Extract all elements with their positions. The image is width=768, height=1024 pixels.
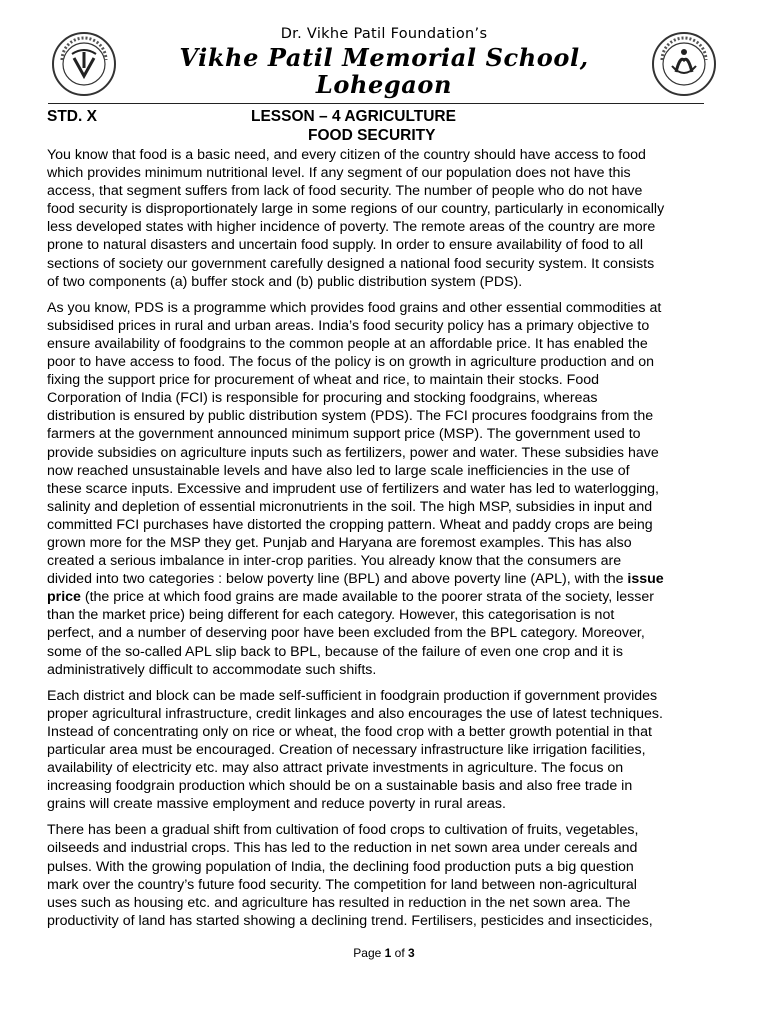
text-line: pulses. With the growing population of India, the declining food production puts a big question [47, 858, 634, 875]
text-line: particular area must be encouraged. Creation of necessary infrastructure like irrigation facilities, [47, 742, 646, 758]
text-line: grains will create massive employment and reduce poverty in rural areas. [47, 796, 506, 813]
text-line: prone to natural disasters and uncertain food supply. In order to ensure availability of food to all [47, 237, 643, 254]
school-name-line2: Lohegaon [315, 70, 453, 99]
of-label: of [394, 946, 405, 960]
text-line: these scarce inputs. Excessive and imprudent use of fertilizers and water has led to waterlogging, [47, 480, 659, 497]
page-total: 3 [408, 946, 415, 960]
text-line: Instead of concentrating only on rice or wheat, the food crop with a better growth potential in that [47, 723, 652, 740]
text-line: Each district and block can be made self-sufficient in foodgrain production if government provides [47, 687, 658, 704]
text-line: distribution is ensured by public distribution system (PDS). The FCI procures foodgrains from the [47, 408, 654, 425]
header-divider [48, 103, 704, 104]
text-line [47, 588, 727, 606]
page-label: Page [353, 946, 382, 960]
page-current: 1 [384, 946, 392, 960]
text-run: divided into two categories : below poverty line (BPL) and above poverty line (APL), with the [47, 571, 628, 588]
text-line: proper agricultural infrastructure, credit linkages and also encourages the use of latest techniques. [47, 705, 663, 722]
text-line: increasing foodgrain production which should be on a sustainable basis and also free trade in [47, 778, 633, 795]
text-line: perfect, and a number of deserving poor have been excluded from the BPL category. Moreover, [47, 625, 645, 642]
paragraph-4 [47, 821, 727, 930]
text-line: productivity of land has started showing a declining trend. Fertilisers, pesticides and insecticides, [47, 912, 653, 929]
text-line [47, 570, 727, 588]
text-line: now reached unsustainable levels and have also led to large scale inefficiencies in the use of [47, 462, 630, 479]
text-line: oilseeds and industrial crops. This has led to the reduction in net sown area under cereals and [47, 840, 638, 857]
school-name-line1: Vikhe Patil Memorial School, [179, 43, 589, 72]
lesson-title: LESSON – 4 AGRICULTURE [251, 108, 456, 125]
text-run: (the price at which food grains are made available to the poorer strata of the society, lesser [80, 589, 654, 606]
text-line: You know that food is a basic need, and every citizen of the country should have access to food [47, 147, 646, 163]
paragraph-1 [47, 146, 727, 291]
text-line: ensure availability of foodgrains to the common people at an affordable price. It has enabled the [47, 335, 648, 352]
school-seal-icon [650, 30, 718, 98]
page-number [0, 946, 768, 960]
text-line: There has been a gradual shift from cultivation of food crops to cultivation of fruits, vegetables, [47, 822, 639, 839]
text-line: than the market price) being different for each category. However, this categorisation is not [47, 607, 615, 624]
text-line: of two components (a) buffer stock and (b) public distribution system (PDS). [47, 273, 523, 290]
paragraph-3 [47, 687, 727, 814]
issue-price-term: price [47, 589, 81, 606]
text-line: fixing the support price for procurement of wheat and rice, to maintain their stocks. Food [47, 372, 600, 389]
text-line: grown more for the MSP they get. Punjab and Haryana are foremost examples. This has also [47, 534, 632, 551]
text-line: As you know, PDS is a programme which provides food grains and other essential commodities at [47, 299, 662, 316]
text-line: food security is disproportionately large in some regions of our country, particularly in economically [47, 201, 665, 218]
text-line: access, that segment suffers from lack of food security. The number of people who do not have [47, 183, 643, 200]
document-body [47, 146, 727, 938]
issue-price-term: issue [627, 571, 664, 588]
letterhead [40, 22, 728, 104]
foundation-name: Dr. Vikhe Patil Foundation’s [280, 26, 488, 42]
text-line: some of the so-called APL slip back to BPL, because of the failure of even one crop and it is [47, 643, 623, 660]
text-line: created a serious imbalance in inter-crop parities. You already know that the consumers are [47, 553, 622, 570]
text-line: subsidised prices in rural and urban areas. India’s food security policy has a primary objective to [47, 317, 650, 334]
text-line: salinity and depletion of essential micronutrients in the soil. The high MSP, subsidies in input and [47, 498, 653, 515]
standard-label: STD. X [47, 108, 97, 125]
text-line: mark over the country’s future food security. The competition for land between non-agricultural [47, 876, 637, 893]
school-name [40, 44, 728, 98]
text-line: uses such as housing etc. and agriculture has resulted in reduction in the net sown area. The [47, 894, 631, 911]
text-line: less developed states with higher incidence of poverty. The remote areas of the country are more [47, 219, 656, 236]
topic-title: FOOD SECURITY [308, 127, 436, 144]
text-line: committed FCI purchases have distorted the cropping pattern. Wheat and paddy crops are being [47, 516, 653, 533]
text-line: provide subsidies on agriculture inputs such as fertilizers, power and water. These subsidies have [47, 444, 659, 461]
text-line: which provides minimum nutritional level. If any segment of our population does not have this [47, 165, 631, 182]
paragraph-2 [47, 299, 727, 679]
text-line: Corporation of India (FCI) is responsible for procuring and stocking foodgrains, whereas [47, 390, 598, 407]
text-line: administratively difficult to accommodate such shifts. [47, 661, 377, 678]
text-line: availability of electricity etc. may also attract private investments in agriculture. The focus on [47, 760, 624, 777]
text-line: sections of society our government carefully designed a national food security system. It consists [47, 255, 655, 272]
text-line: poor to have access to food. The focus of the policy is on growth in agriculture production and on [47, 354, 655, 371]
text-line: farmers at the government announced minimum support price (MSP). The government used to [47, 426, 641, 443]
